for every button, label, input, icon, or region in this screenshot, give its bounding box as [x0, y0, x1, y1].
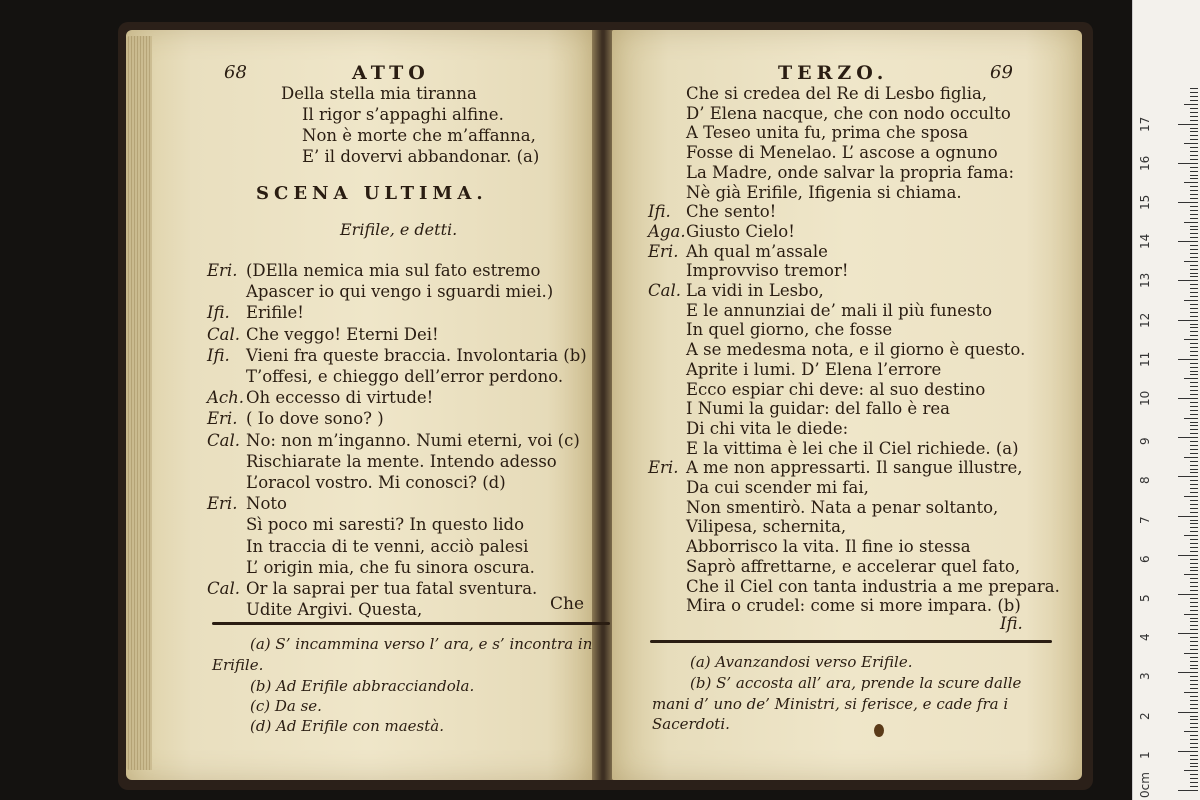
- ruler-tick: [1178, 555, 1198, 556]
- ruler-tick: [1190, 324, 1198, 325]
- ruler-tick: [1190, 433, 1198, 434]
- ruler-tick: [1190, 539, 1198, 540]
- dialogue-line: ( Io dove sono? ): [246, 409, 384, 429]
- ruler-label: 8: [1138, 476, 1152, 485]
- dialogue-line: Abborrisco la vita. Il fine io stessa: [686, 537, 971, 557]
- ruler-tick: [1190, 186, 1198, 187]
- dialogue-line: La Madre, onde salvar la propria fama:: [686, 162, 1015, 182]
- dialogue-line: L’oracol vostro. Mi conosci? (d): [246, 473, 506, 492]
- ruler-tick: [1190, 582, 1198, 583]
- ruler-tick: [1190, 735, 1198, 736]
- ruler-tick: [1190, 543, 1198, 544]
- footnote: (d) Ad Erifile con maestà.: [250, 717, 444, 735]
- ruler-tick: [1190, 112, 1198, 113]
- dialogue-line: Fosse di Menelao. L’ ascose a ognuno: [686, 143, 998, 163]
- ruler-label: 11: [1138, 351, 1152, 367]
- dialogue-line: Giusto Cielo!: [686, 221, 795, 241]
- ruler-tick: [1190, 347, 1198, 348]
- ruler-tick: [1190, 312, 1198, 313]
- ruler-tick: [1190, 786, 1198, 787]
- ruler-tick: [1190, 680, 1198, 681]
- ruler-tick: [1190, 606, 1198, 607]
- ruler-tick: [1190, 480, 1198, 481]
- gutter: [592, 30, 614, 780]
- ruler-tick: [1190, 445, 1198, 446]
- ruler-tick: [1190, 453, 1198, 454]
- dialogue-line: Rischiarate la mente. Intendo adesso: [246, 451, 557, 471]
- verse-line: Non è morte che m’affanna,: [302, 126, 536, 145]
- ruler-tick: [1190, 304, 1198, 305]
- dialogue-line: Improvviso tremor!: [686, 261, 849, 281]
- ruler-tick: [1190, 527, 1198, 528]
- ruler-tick: [1190, 688, 1198, 689]
- dialogue-line: E le annunziai de’ mali il più funesto: [686, 300, 993, 320]
- ruler-tick: [1184, 770, 1198, 771]
- dialogue-line: Che veggo! Eterni Dei!: [246, 324, 439, 344]
- ruler-tick: [1190, 108, 1198, 109]
- ruler-tick: [1190, 120, 1198, 121]
- ruler-tick: [1190, 394, 1198, 395]
- ruler-tick: [1190, 520, 1198, 521]
- ruler-tick: [1190, 637, 1198, 638]
- ruler-tick: [1190, 351, 1198, 352]
- ruler-tick: [1190, 716, 1198, 717]
- dialogue-line: Oh eccesso di virtude!: [246, 388, 434, 408]
- ruler-tick: [1184, 182, 1198, 183]
- ruler-label: 9: [1138, 437, 1152, 446]
- ruler-tick: [1190, 708, 1198, 709]
- ruler-tick: [1190, 374, 1198, 375]
- ruler-tick: [1190, 602, 1198, 603]
- ruler-tick: [1190, 586, 1198, 587]
- ruler-tick: [1190, 429, 1198, 430]
- ruler-label: 14: [1138, 233, 1152, 250]
- ruler-tick: [1190, 96, 1198, 97]
- ruler-tick: [1184, 731, 1198, 732]
- ruler-tick: [1184, 653, 1198, 654]
- speaker-label: Cal.: [207, 579, 240, 598]
- ruler-tick: [1178, 437, 1198, 438]
- ruler-tick: [1190, 645, 1198, 646]
- ruler-tick: [1190, 233, 1198, 234]
- speaker-label: Eri.: [207, 494, 238, 514]
- dialogue-line: Mira o crudel: come si more impara. (b): [686, 596, 1021, 616]
- ruler-tick: [1190, 763, 1198, 764]
- ruler-tick: [1190, 151, 1198, 152]
- ruler-tick: [1190, 504, 1198, 505]
- ruler-tick: [1190, 782, 1198, 783]
- ruler-tick: [1190, 249, 1198, 250]
- ruler-tick: [1190, 598, 1198, 599]
- ruler-tick: [1190, 245, 1198, 246]
- dialogue-line: Che il Ciel con tanta industria a me prepara.: [686, 576, 1060, 596]
- ruler-tick: [1190, 559, 1198, 560]
- ruler-label: 4: [1138, 633, 1152, 642]
- speaker-label: Eri.: [207, 409, 238, 429]
- ruler-label: 2: [1138, 711, 1152, 720]
- ruler-tick: [1190, 719, 1198, 720]
- ruler-tick: [1178, 476, 1198, 477]
- catchword: Che: [550, 594, 585, 614]
- catchword: Ifi.: [1000, 614, 1023, 633]
- ruler-tick: [1190, 547, 1198, 548]
- ruler-tick: [1184, 496, 1198, 497]
- dialogue-line: Che si credea del Re di Lesbo figlia,: [686, 84, 988, 103]
- footnote: (b) S’ accosta all’ ara, prende la scure dalle: [690, 674, 1022, 692]
- speaker-label: Eri.: [648, 458, 679, 478]
- ruler-tick: [1190, 257, 1198, 258]
- speaker-label: Ifi.: [207, 303, 230, 323]
- ruler-tick: [1190, 755, 1198, 756]
- page-number: 68: [224, 62, 247, 83]
- ruler-tick: [1190, 472, 1198, 473]
- ruler-tick: [1184, 614, 1198, 615]
- ruler-tick: [1190, 778, 1198, 779]
- dialogue-line: A me non appressarti. Il sangue illustre,: [686, 458, 1023, 478]
- ruler-tick: [1184, 143, 1198, 144]
- ruler-tick: [1190, 139, 1198, 140]
- ruler-tick: [1190, 88, 1198, 89]
- ruler-tick: [1178, 672, 1198, 673]
- ruler-tick: [1190, 551, 1198, 552]
- ruler-tick: [1178, 790, 1198, 791]
- ruler-tick: [1190, 488, 1198, 489]
- dialogue-line: Di chi vita le diede:: [686, 418, 849, 438]
- footnote: Erifile.: [212, 656, 264, 674]
- ruler-tick: [1190, 237, 1198, 238]
- ink-stain: [874, 724, 884, 737]
- dialogue-line: Vilipesa, schernita,: [686, 517, 847, 537]
- ruler-tick: [1178, 633, 1198, 634]
- running-head: ATTO: [352, 62, 430, 84]
- speaker-label: Cal.: [207, 324, 240, 344]
- ruler-tick: [1190, 308, 1198, 309]
- ruler-tick: [1190, 273, 1198, 274]
- speaker-label: Aga.: [648, 221, 686, 241]
- ruler-tick: [1190, 167, 1198, 168]
- ruler-tick: [1190, 371, 1198, 372]
- dialogue-line: D’ Elena nacque, che con nodo occulto: [686, 103, 1011, 123]
- ruler-tick: [1190, 618, 1198, 619]
- ruler-tick: [1190, 296, 1198, 297]
- ruler-tick: [1190, 253, 1198, 254]
- ruler-tick: [1184, 104, 1198, 105]
- dialogue-line: Ah qual m’assale: [686, 241, 828, 261]
- ruler-tick: [1190, 367, 1198, 368]
- scene-subtitle: Erifile, e detti.: [340, 220, 458, 239]
- ruler-tick: [1190, 155, 1198, 156]
- ruler-tick: [1190, 684, 1198, 685]
- ruler-tick: [1190, 194, 1198, 195]
- ruler-tick: [1190, 190, 1198, 191]
- ruler-label: 3: [1138, 672, 1152, 681]
- ruler-tick: [1190, 621, 1198, 622]
- speaker-label: Eri.: [648, 241, 679, 261]
- ruler-tick: [1190, 739, 1198, 740]
- ruler-tick: [1178, 516, 1198, 517]
- ruler-tick: [1190, 657, 1198, 658]
- ruler-tick: [1190, 214, 1198, 215]
- ruler-tick: [1190, 335, 1198, 336]
- footnote: (b) Ad Erifile abbracciandola.: [250, 677, 475, 695]
- ruler-tick: [1184, 418, 1198, 419]
- ruler-tick: [1190, 774, 1198, 775]
- dialogue-line: Ecco espiar chi deve: al suo destino: [686, 379, 986, 399]
- dialogue-line: Vieni fra queste braccia. Involontaria (b): [246, 345, 587, 365]
- ruler-tick: [1190, 492, 1198, 493]
- ruler-tick: [1184, 692, 1198, 693]
- ruler-tick: [1190, 610, 1198, 611]
- ruler-tick: [1190, 578, 1198, 579]
- ruler-tick: [1178, 712, 1198, 713]
- dialogue-line: Aprite i lumi. D’ Elena l’errore: [686, 359, 942, 379]
- footnote: mani d’ uno de’ Ministri, si ferisce, e cade fra i: [652, 695, 1009, 713]
- page-edges: [126, 36, 152, 770]
- ruler-tick: [1184, 574, 1198, 575]
- ruler-tick: [1190, 700, 1198, 701]
- ruler-tick: [1190, 410, 1198, 411]
- ruler-tick: [1190, 759, 1198, 760]
- ruler-label: 1: [1138, 751, 1152, 759]
- dialogue-line: Saprò affrettarne, e accelerar quel fato,: [686, 556, 1021, 576]
- ruler-tick: [1184, 535, 1198, 536]
- verse-line: E’ il dovervi abbandonar. (a): [302, 147, 540, 166]
- ruler-tick: [1190, 668, 1198, 669]
- running-head: TERZO.: [778, 62, 889, 84]
- ruler-tick: [1190, 175, 1198, 176]
- ruler-tick: [1190, 147, 1198, 148]
- ruler-tick: [1190, 402, 1198, 403]
- ruler-tick: [1190, 331, 1198, 332]
- dialogue-line: Nè già Erifile, Ifigenia si chiama.: [686, 182, 962, 202]
- ruler-tick: [1190, 704, 1198, 705]
- speaker-label: Ach.: [207, 388, 245, 408]
- dialogue-line: Da cui scender mi fai,: [686, 478, 869, 497]
- ruler-tick: [1190, 570, 1198, 571]
- ruler-tick: [1178, 124, 1198, 125]
- ruler-tick: [1190, 590, 1198, 591]
- ruler-tick: [1190, 727, 1198, 728]
- ruler-tick: [1178, 751, 1198, 752]
- ruler-tick: [1190, 696, 1198, 697]
- ruler-tick: [1190, 469, 1198, 470]
- dialogue-line: A Teseo unita fu, prima che sposa: [686, 123, 969, 143]
- dialogue-line: Erifile!: [246, 303, 304, 323]
- ruler-tick: [1190, 265, 1198, 266]
- ruler-label: 16: [1138, 155, 1152, 171]
- ruler-tick: [1190, 198, 1198, 199]
- ruler-tick: [1190, 226, 1198, 227]
- ruler-tick: [1178, 398, 1198, 399]
- ruler-tick: [1190, 159, 1198, 160]
- ruler-tick: [1190, 363, 1198, 364]
- dialogue-line: Apascer io qui vengo i sguardi miei.): [246, 282, 554, 302]
- ruler-tick: [1190, 355, 1198, 356]
- ruler-tick: [1178, 280, 1198, 281]
- ruler-tick: [1178, 359, 1198, 360]
- ruler-tick: [1190, 406, 1198, 407]
- scene-title: SCENA ULTIMA.: [256, 183, 488, 204]
- footnote: (a) S’ incammina verso l’ ara, e s’ incontra in: [250, 635, 593, 653]
- speaker-label: Ifi.: [648, 202, 671, 222]
- ruler-tick: [1190, 128, 1198, 129]
- ruler-tick: [1190, 284, 1198, 285]
- speaker-label: Cal.: [648, 281, 681, 300]
- ruler-tick: [1178, 594, 1198, 595]
- ruler-tick: [1178, 163, 1198, 164]
- speaker-label: Eri.: [207, 261, 238, 280]
- verse-line: Il rigor s’appaghi alfine.: [302, 105, 504, 124]
- ruler-tick: [1190, 723, 1198, 724]
- ruler-tick: [1190, 523, 1198, 524]
- verse-line: Della stella mia tiranna: [281, 84, 477, 103]
- footnote: (a) Avanzandosi verso Erifile.: [690, 653, 913, 671]
- ruler-tick: [1190, 292, 1198, 293]
- dialogue-line: Udite Argivi. Questa,: [246, 600, 423, 620]
- ruler-tick: [1190, 425, 1198, 426]
- ruler-tick: [1190, 484, 1198, 485]
- dialogue-line: A se medesma nota, e il giorno è questo.: [686, 340, 1026, 360]
- ruler-tick: [1184, 222, 1198, 223]
- ruler-tick: [1190, 461, 1198, 462]
- footnote: (c) Da se.: [250, 697, 322, 715]
- ruler-tick: [1190, 131, 1198, 132]
- ruler-tick: [1190, 531, 1198, 532]
- ruler-tick: [1184, 339, 1198, 340]
- ruler-label: 6: [1138, 555, 1152, 563]
- ruler-tick: [1190, 382, 1198, 383]
- ruler-label: 7: [1138, 515, 1152, 524]
- footnote: Sacerdoti.: [652, 715, 730, 733]
- ruler-tick: [1190, 465, 1198, 466]
- ruler-tick: [1190, 649, 1198, 650]
- ruler-tick: [1190, 92, 1198, 93]
- ruler-tick: [1190, 629, 1198, 630]
- ruler-tick: [1190, 178, 1198, 179]
- ruler-tick: [1190, 206, 1198, 207]
- ruler-tick: [1190, 316, 1198, 317]
- dialogue-line: E la vittima è lei che il Ciel richiede. (a): [686, 438, 1019, 458]
- ruler-tick: [1190, 661, 1198, 662]
- ruler-tick: [1190, 343, 1198, 344]
- footnote-rule: [212, 622, 610, 625]
- ruler-label: 17: [1138, 116, 1152, 132]
- ruler-tick: [1184, 261, 1198, 262]
- dialogue-line: La vidi in Lesbo,: [686, 281, 824, 300]
- ruler-tick: [1184, 378, 1198, 379]
- ruler-label: 0cm: [1138, 772, 1152, 798]
- ruler-tick: [1190, 422, 1198, 423]
- ruler-tick: [1184, 457, 1198, 458]
- ruler-tick: [1190, 567, 1198, 568]
- ruler-tick: [1190, 276, 1198, 277]
- ruler-tick: [1190, 665, 1198, 666]
- ruler-tick: [1190, 135, 1198, 136]
- dialogue-line: (DElla nemica mia sul fato estremo: [246, 261, 541, 280]
- dialogue-line: I Numi la guidar: del fallo è rea: [686, 399, 950, 419]
- ruler-tick: [1190, 563, 1198, 564]
- ruler-label: 15: [1138, 194, 1152, 210]
- ruler-tick: [1178, 241, 1198, 242]
- speaker-label: Cal.: [207, 430, 240, 450]
- dialogue-line: No: non m’inganno. Numi eterni, voi (c): [246, 430, 580, 450]
- dialogue-line: Noto: [246, 494, 287, 514]
- ruler-tick: [1190, 116, 1198, 117]
- ruler-label: 12: [1138, 312, 1152, 328]
- dialogue-line: In traccia di te venni, acciò palesi: [246, 536, 529, 556]
- footnote-rule: [650, 640, 1052, 643]
- dialogue-line: Sì poco mi saresti? In questo lido: [246, 515, 525, 535]
- page-number: 69: [990, 62, 1013, 83]
- ruler-tick: [1190, 288, 1198, 289]
- ruler-tick: [1190, 641, 1198, 642]
- ruler-tick: [1178, 202, 1198, 203]
- ruler-tick: [1190, 743, 1198, 744]
- dialogue-line: Or la saprai per tua fatal sventura.: [246, 579, 538, 598]
- ruler-tick: [1190, 766, 1198, 767]
- ruler-label: 5: [1138, 594, 1152, 602]
- ruler-tick: [1190, 229, 1198, 230]
- ruler-tick: [1184, 300, 1198, 301]
- ruler-tick: [1190, 508, 1198, 509]
- ruler-tick: [1190, 441, 1198, 442]
- dialogue-line: Che sento!: [686, 202, 777, 222]
- ruler-tick: [1190, 386, 1198, 387]
- dialogue-line: In quel giorno, che fosse: [686, 320, 893, 340]
- ruler-tick: [1190, 171, 1198, 172]
- ruler-tick: [1190, 512, 1198, 513]
- ruler-label: 13: [1138, 273, 1152, 289]
- ruler-tick: [1190, 414, 1198, 415]
- ruler-tick: [1190, 327, 1198, 328]
- ruler-tick: [1190, 269, 1198, 270]
- dialogue-line: Non smentirò. Nata a penar soltanto,: [686, 497, 999, 517]
- ruler-tick: [1190, 625, 1198, 626]
- speaker-label: Ifi.: [207, 345, 230, 365]
- ruler-tick: [1190, 747, 1198, 748]
- ruler-label: 10: [1138, 390, 1152, 406]
- ruler-tick: [1190, 210, 1198, 211]
- ruler-tick: [1190, 100, 1198, 101]
- ruler-tick: [1190, 500, 1198, 501]
- ruler-tick: [1190, 390, 1198, 391]
- dialogue-line: L’ origin mia, che fu sinora oscura.: [246, 557, 535, 577]
- ruler-tick: [1178, 320, 1198, 321]
- ruler-tick: [1190, 676, 1198, 677]
- dialogue-line: T’offesi, e chieggo dell’error perdono.: [246, 367, 564, 386]
- ruler-tick: [1190, 449, 1198, 450]
- ruler-tick: [1190, 218, 1198, 219]
